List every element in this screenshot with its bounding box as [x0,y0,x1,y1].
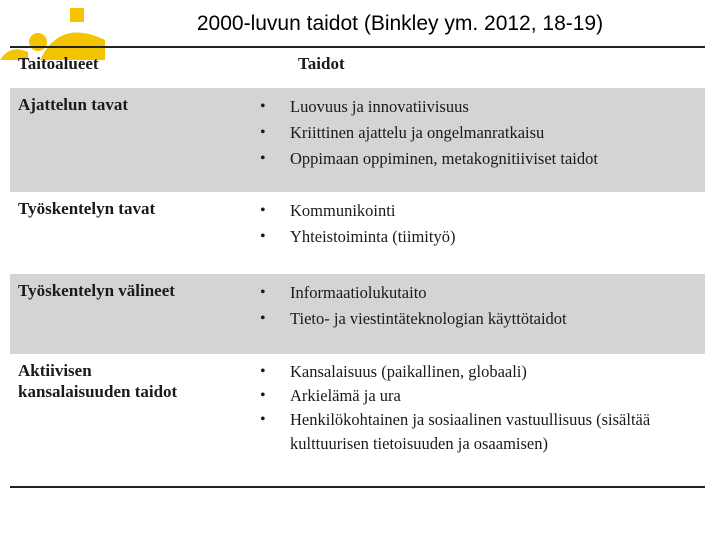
logo-dots-icon [0,0,110,60]
list-item: • Kommunikointi [260,201,396,220]
table-bottom-rule [10,486,705,488]
list-item: • Informaatiolukutaito [260,283,427,302]
table-row [10,192,705,274]
list-item: • Kansalaisuus (paikallinen, globaali) [260,362,527,381]
list-item: • Henkilökohtainen ja sosiaalinen vastuullisuus (sisältää kulttuurisen tietoisuuden ja osaamisen) [260,410,651,453]
row-skills [260,360,700,456]
table-row [10,88,705,192]
row-skills [260,280,700,332]
table-top-rule [10,46,705,48]
header-skills: Taidot [298,54,345,73]
list-item: • Arkielämä ja ura [260,386,401,405]
row-skills [260,94,700,172]
header-area: Taitoalueet [18,54,99,73]
list-item: • Luovuus ja innovatiivisuus [260,97,469,116]
list-item: • Tieto- ja viestintäteknologian käyttötaidot [260,309,567,328]
row-area: Aktiivisen kansalaisuuden taidot [18,361,178,401]
table-row [10,274,705,354]
list-item: • Kriittinen ajattelu ja ongelmanratkaisu [260,123,545,142]
list-item: • Oppimaan oppiminen, metakognitiiviset taidot [260,149,598,168]
table-row [10,354,705,484]
page-title: 2000-luvun taidot (Binkley ym. 2012, 18-19) [196,12,604,35]
row-area: Työskentelyn tavat [18,199,156,218]
row-area: Työskentelyn välineet [18,281,175,300]
row-skills [260,198,700,250]
list-item: • Yhteistoiminta (tiimityö) [260,227,456,246]
row-area: Ajattelun tavat [18,95,129,114]
